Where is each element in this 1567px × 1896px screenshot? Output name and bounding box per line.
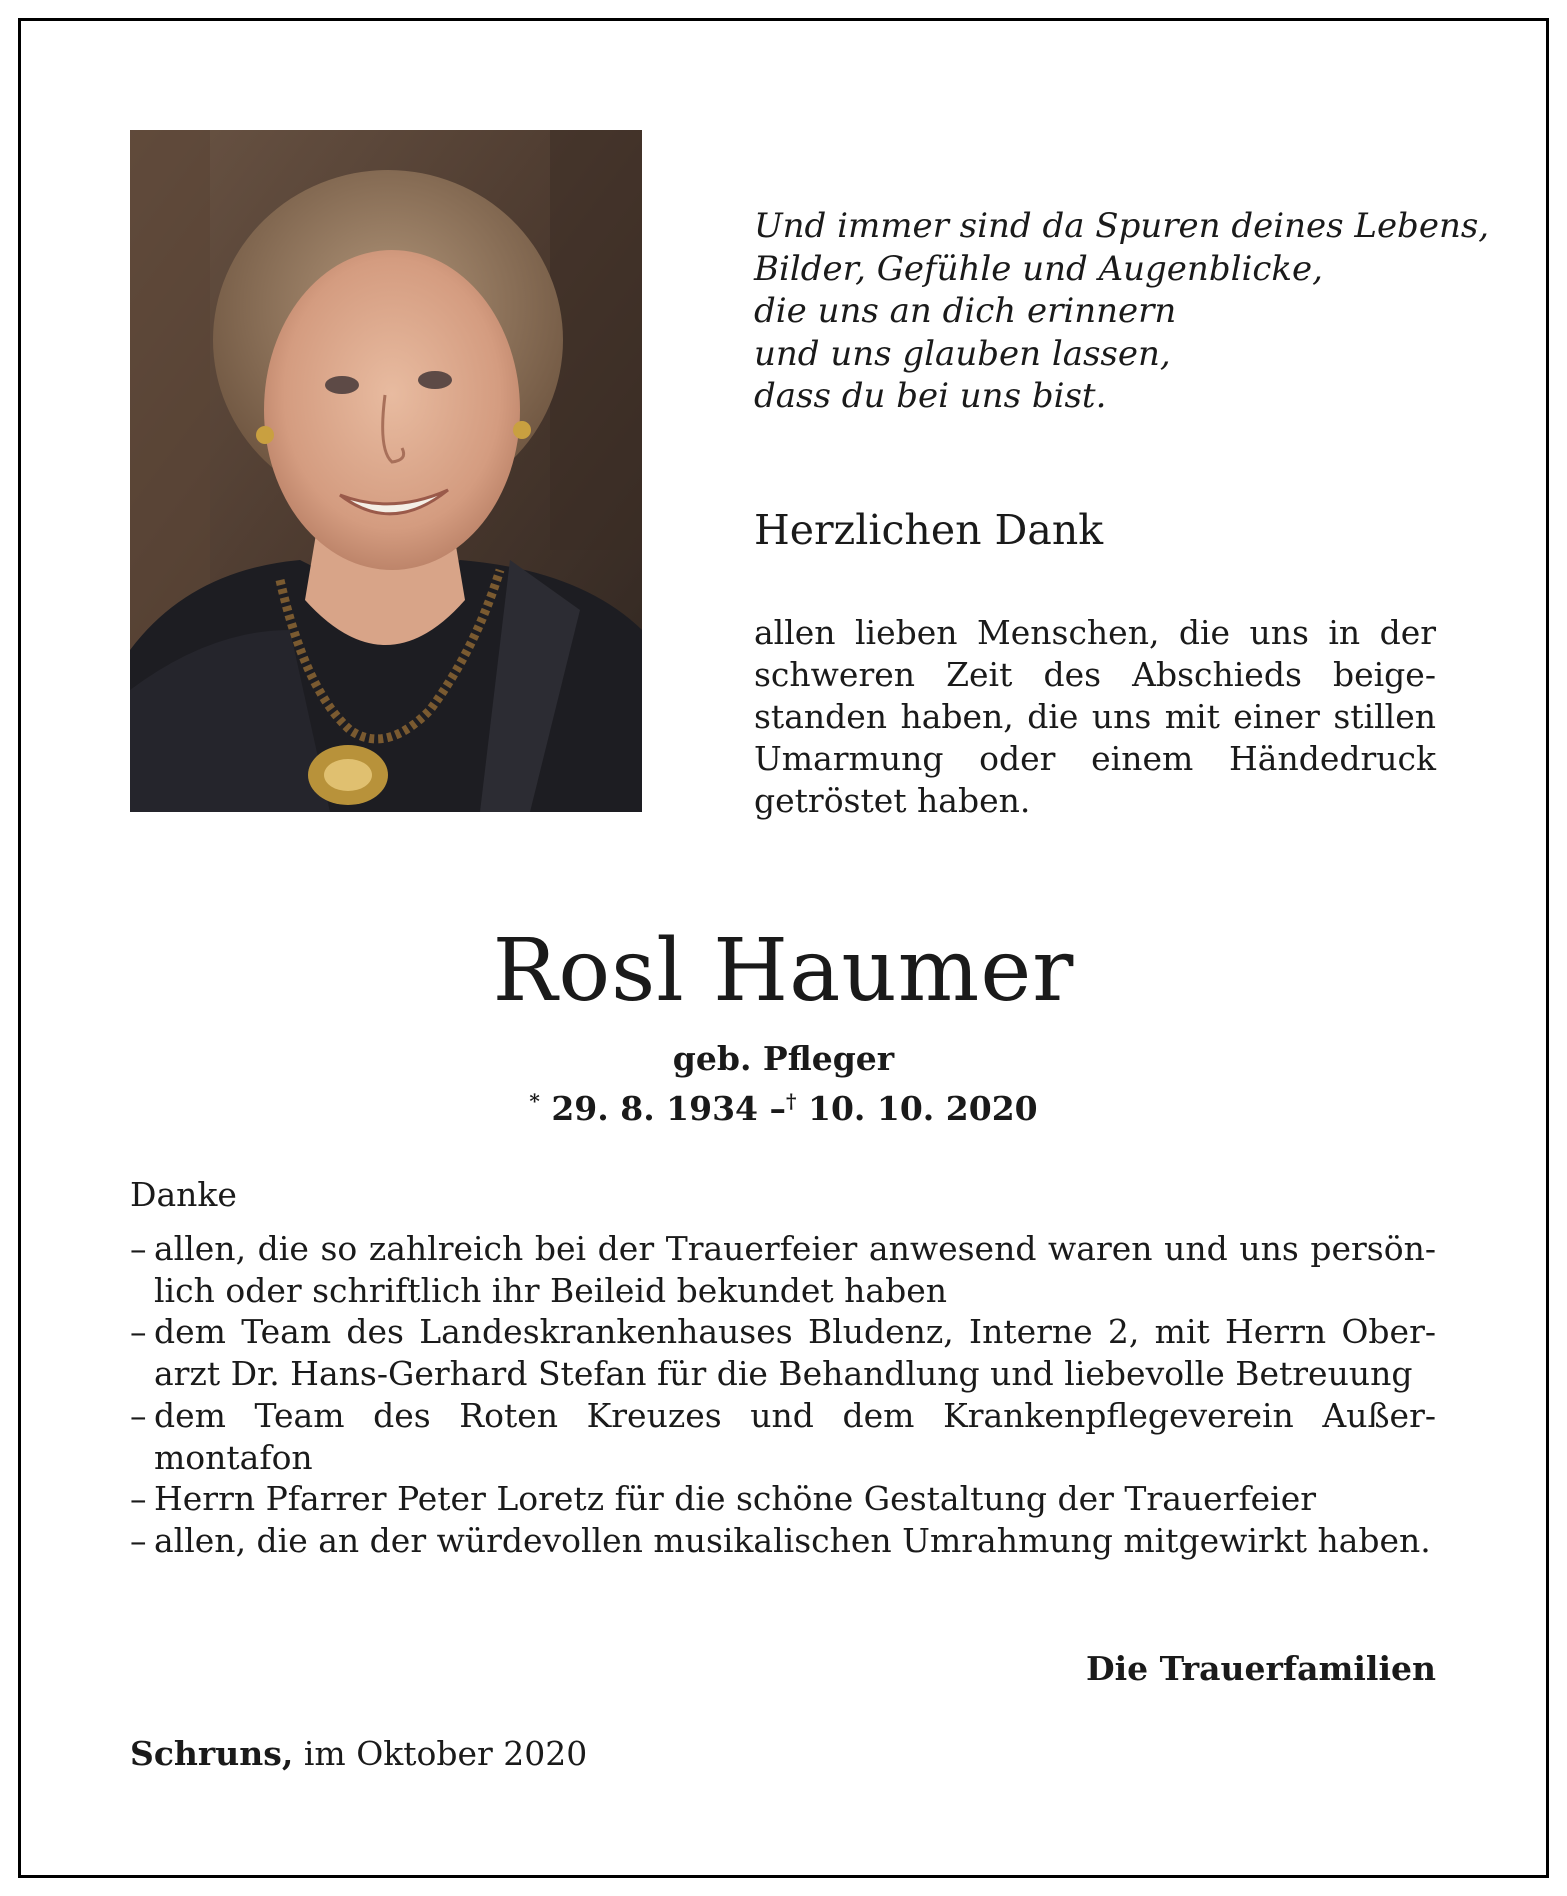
portrait-photo-icon bbox=[130, 130, 642, 812]
death-symbol: † bbox=[786, 1089, 797, 1113]
list-dash: – bbox=[130, 1312, 147, 1352]
place-and-date bbox=[130, 1733, 587, 1775]
death-date: 10. 10. 2020 bbox=[807, 1089, 1038, 1128]
memorial-poem bbox=[754, 205, 1490, 418]
list-dash: – bbox=[130, 1229, 147, 1268]
list-dash: – bbox=[130, 1395, 147, 1435]
list-item-text: allen, die so zahlreich bei der Trauerfeier anwesend waren und uns persönlich oder schriftlich ihr Beileid bekundet haben bbox=[154, 1229, 1436, 1310]
poem-line: dass du bei uns bist. bbox=[754, 376, 1107, 416]
gratitude-label: Danke bbox=[130, 1175, 237, 1214]
birth-symbol: * bbox=[529, 1089, 540, 1113]
thanks-text: allen lieben Menschen, die uns in der schweren Zeit des Abschieds beigestanden haben, die uns mit einer stillen Umarmung oder einem Händedruck getröstet haben. bbox=[754, 613, 1436, 820]
list-item-text: allen, die an der würdevollen musikalischen Umrahmung mitgewirkt haben. bbox=[154, 1520, 1431, 1560]
list-item bbox=[130, 1520, 1436, 1562]
list-item-text: dem Team des Roten Kreuzes und dem Krankenpflegeverein Außermontafon bbox=[154, 1395, 1436, 1477]
poem-line: und uns glauben lassen, bbox=[754, 333, 1171, 374]
list-item bbox=[130, 1228, 1436, 1311]
gratitude-list bbox=[130, 1228, 1436, 1562]
list-item bbox=[130, 1395, 1436, 1478]
thanks-heading: Herzlichen Dank bbox=[754, 506, 1104, 554]
list-item bbox=[130, 1311, 1436, 1394]
list-dash: – bbox=[130, 1520, 147, 1560]
signature: Die Trauerfamilien bbox=[1085, 1649, 1436, 1688]
portrait-photo bbox=[130, 130, 642, 812]
list-item bbox=[130, 1478, 1436, 1520]
maiden-name: geb. Pfleger bbox=[672, 1039, 895, 1078]
life-dates bbox=[0, 1079, 1567, 1131]
list-dash: – bbox=[130, 1479, 147, 1519]
birth-date: 29. 8. 1934 bbox=[551, 1089, 759, 1128]
deceased-name: Rosl Haumer bbox=[492, 921, 1075, 1021]
poem-line: die uns an dich erinnern bbox=[754, 291, 1177, 331]
list-item-text: Herrn Pfarrer Peter Loretz für die schöne Gestaltung der Trauerfeier bbox=[154, 1479, 1317, 1519]
poem-line: Bilder, Gefühle und Augenblicke, bbox=[754, 248, 1323, 289]
town: Schruns, bbox=[130, 1734, 294, 1773]
date-text: im Oktober 2020 bbox=[303, 1734, 588, 1773]
date-separator: – bbox=[769, 1089, 787, 1128]
poem-line: Und immer sind da Spuren deines Lebens, bbox=[754, 206, 1490, 246]
list-item-text: dem Team des Landeskrankenhauses Bludenz, Interne 2, mit Herrn Oberarzt Dr. Hans-Gerhard Stefan für die Behandlung und liebevolle Betreuung bbox=[154, 1312, 1436, 1394]
